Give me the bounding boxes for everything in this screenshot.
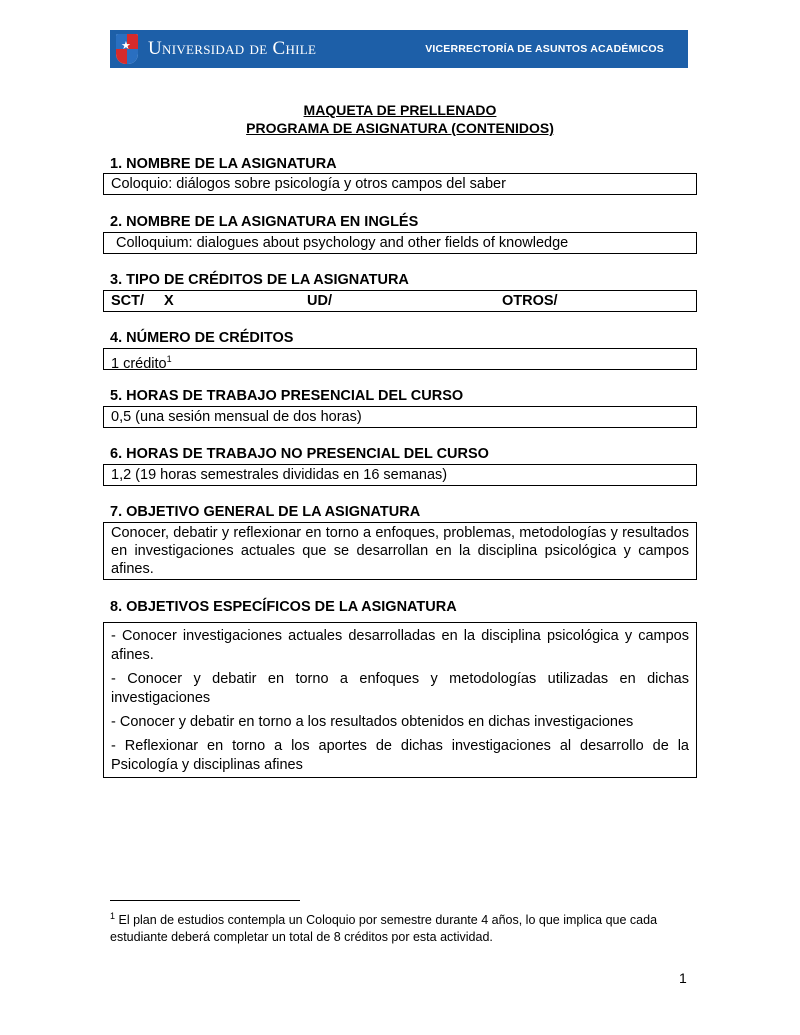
footnote-reference: 1	[166, 354, 172, 364]
university-name: Universidad de Chile	[148, 38, 317, 59]
section-5-heading: 5. HORAS DE TRABAJO PRESENCIAL DEL CURSO	[110, 388, 464, 404]
section-2-box	[103, 232, 697, 254]
specific-objective-item: - Conocer y debatir en torno a enfoques y metodologías utilizadas en dichas investigaciones	[111, 671, 689, 706]
contact-hours-value: 0,5 (una sesión mensual de dos horas)	[111, 409, 362, 425]
footnote-number: 1	[110, 911, 116, 921]
specific-objective-item: - Reflexionar en torno a los aportes de dichas investigaciones al desarrollo de la Psicología y disciplinas afines	[111, 738, 689, 773]
document-title-line2: PROGRAMA DE ASIGNATURA (CONTENIDOS)	[246, 120, 554, 136]
footnote-divider	[110, 900, 300, 901]
non-contact-hours-value: 1,2 (19 horas semestrales divididas en 16 semanas)	[111, 467, 448, 483]
credit-type-sct-mark: X	[164, 293, 174, 309]
section-8-heading: 8. OBJETIVOS ESPECÍFICOS DE LA ASIGNATURA	[110, 599, 457, 615]
header-brand	[116, 34, 316, 64]
section-5-box	[103, 406, 697, 428]
section-3-box	[103, 290, 697, 312]
section-2-heading: 2. NOMBRE DE LA ASIGNATURA EN INGLÉS	[110, 214, 419, 230]
section-7-heading: 7. OBJETIVO GENERAL DE LA ASIGNATURA	[110, 504, 421, 520]
footnote-text: El plan de estudios contempla un Coloquio por semestre durante 4 años, lo que implica que cada estudiante deberá completar un total de 8 créditos por esta actividad.	[110, 913, 658, 945]
credit-count-value: 1 crédito	[111, 355, 167, 372]
section-6-box	[103, 464, 697, 486]
specific-objective-item: - Conocer y debatir en torno a los resultados obtenidos en dichas investigaciones	[111, 714, 634, 730]
credit-type-row	[111, 292, 689, 310]
page-number: 1	[679, 970, 687, 986]
document-title-line1: MAQUETA DE PRELLENADO	[303, 102, 497, 118]
general-objective-text: Conocer, debatir y reflexionar en torno a enfoques, problemas, metodologías y resultados en investigaciones actuales que se desarrollan en la disciplina psicológica y campos afines.	[111, 525, 689, 577]
university-crest-icon: ★	[116, 34, 138, 64]
credit-type-sct: SCT/	[111, 293, 145, 309]
course-name-english-value: Colloquium: dialogues about psychology and other fields of knowledge	[116, 235, 569, 251]
section-6-heading: 6. HORAS DE TRABAJO NO PRESENCIAL DEL CURSO	[110, 446, 489, 462]
section-8-box	[103, 622, 697, 778]
course-name-value: Coloquio: diálogos sobre psicología y otros campos del saber	[111, 176, 506, 192]
section-4-box	[103, 348, 697, 370]
section-4-heading: 4. NÚMERO DE CRÉDITOS	[110, 330, 294, 346]
section-7-box	[103, 522, 697, 580]
section-1-heading: 1. NOMBRE DE LA ASIGNATURA	[110, 156, 337, 172]
office-name: VICERRECTORÍA DE ASUNTOS ACADÉMICOS	[425, 43, 664, 55]
specific-objective-item: - Conocer investigaciones actuales desarrolladas en la disciplina psicológica y campos afines.	[111, 628, 689, 663]
section-3-heading: 3. TIPO DE CRÉDITOS DE LA ASIGNATURA	[110, 272, 409, 288]
section-1-box	[103, 173, 697, 195]
footnote	[110, 908, 700, 946]
credit-type-ud: UD/	[307, 293, 332, 309]
credit-type-otros: OTROS/	[502, 293, 558, 309]
institution-header	[110, 30, 688, 68]
